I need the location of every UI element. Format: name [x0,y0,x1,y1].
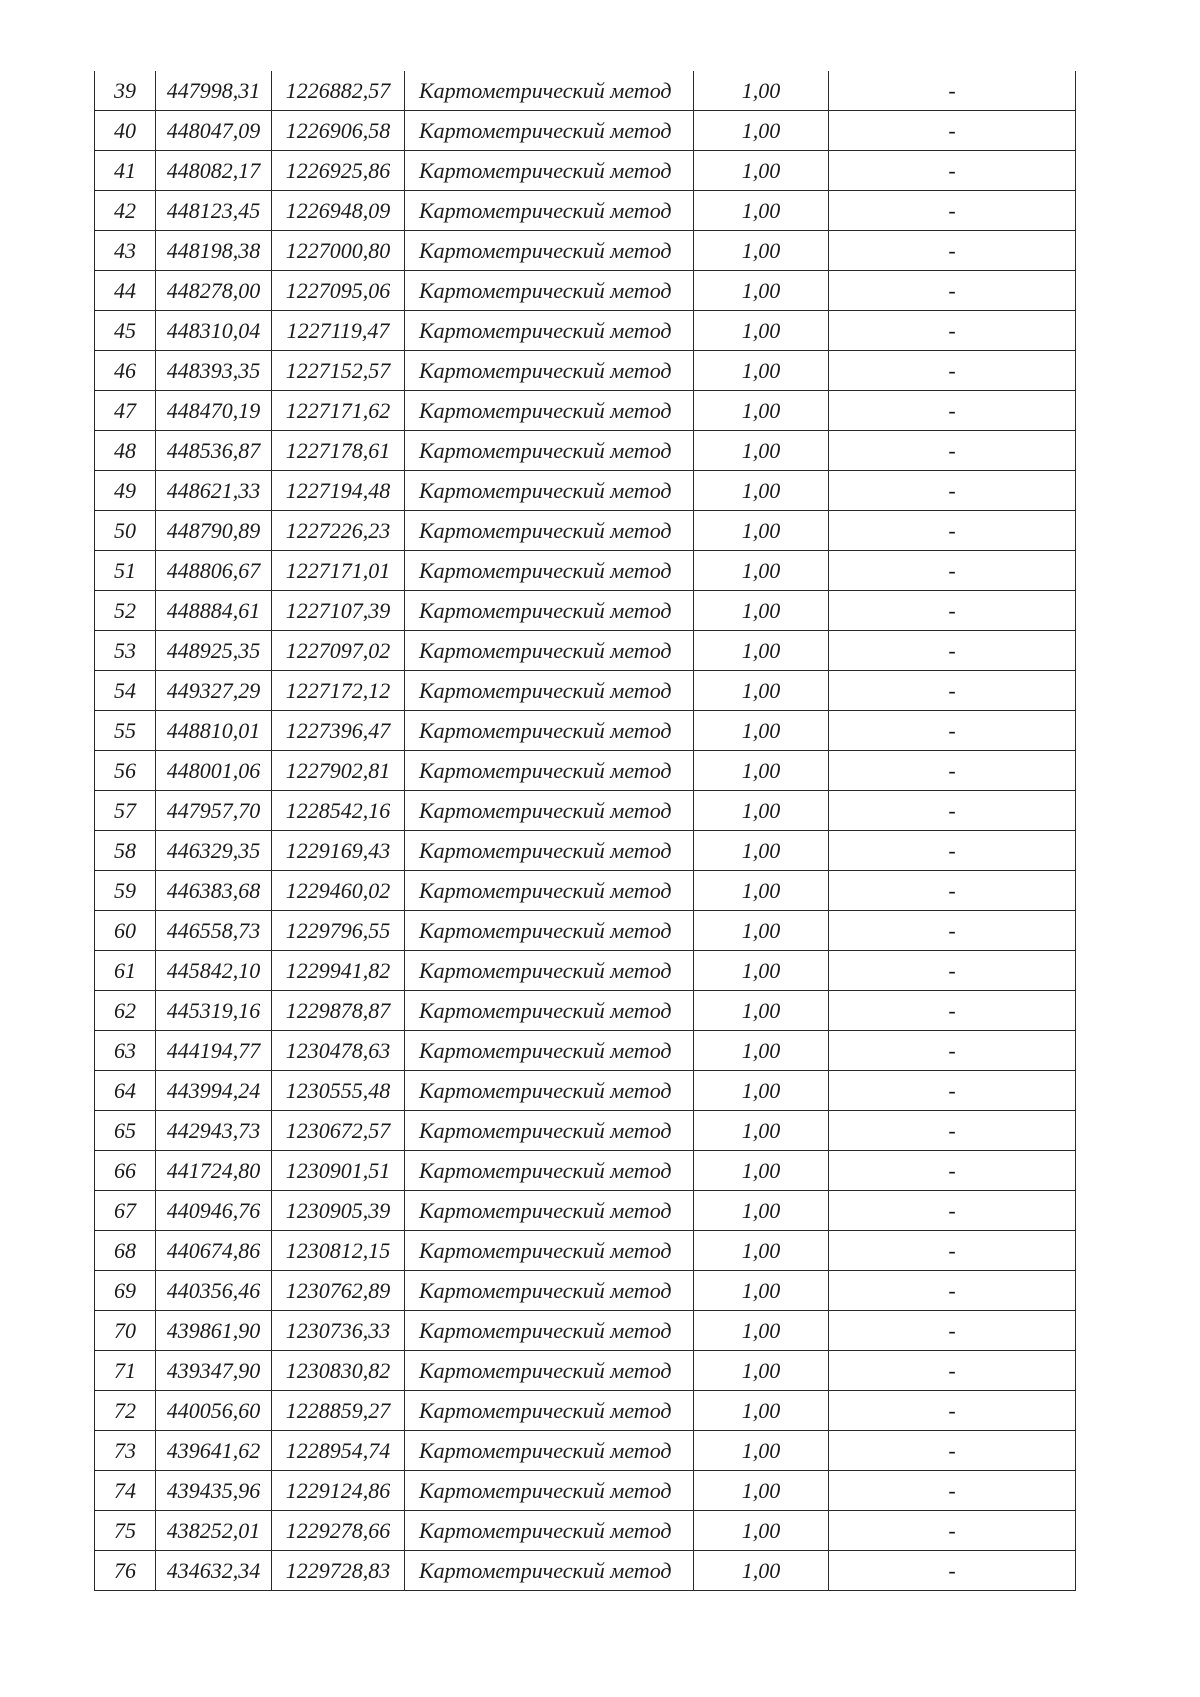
coordinate-y-cell: 1227000,80 [272,231,405,271]
coordinate-y-cell: 1227171,01 [272,551,405,591]
description-cell: - [829,351,1076,391]
point-number-cell: 51 [95,551,156,591]
coordinate-y-cell: 1227194,48 [272,471,405,511]
coordinate-x-cell: 439641,62 [156,1431,272,1471]
table-row [95,111,1076,151]
table-row [95,311,1076,351]
coordinate-x-cell: 441724,80 [156,1151,272,1191]
table-row [95,1191,1076,1231]
point-number-cell: 70 [95,1311,156,1351]
description-cell: - [829,391,1076,431]
coordinate-y-cell: 1229460,02 [272,871,405,911]
coordinate-y-cell: 1229941,82 [272,951,405,991]
method-cell: Картометрический метод [405,511,694,551]
coordinate-x-cell: 448393,35 [156,351,272,391]
table-row [95,711,1076,751]
method-cell: Картометрический метод [405,1031,694,1071]
method-cell: Картометрический метод [405,1351,694,1391]
method-cell: Картометрический метод [405,351,694,391]
coordinate-x-cell: 448810,01 [156,711,272,751]
description-cell: - [829,231,1076,271]
coordinate-x-cell: 444194,77 [156,1031,272,1071]
point-number-cell: 62 [95,991,156,1031]
table-row [95,991,1076,1031]
coordinate-y-cell: 1227107,39 [272,591,405,631]
coordinate-x-cell: 440056,60 [156,1391,272,1431]
accuracy-cell: 1,00 [694,1391,829,1431]
point-number-cell: 39 [95,71,156,111]
method-cell: Картометрический метод [405,1271,694,1311]
description-cell: - [829,1391,1076,1431]
point-number-cell: 68 [95,1231,156,1271]
coordinate-y-cell: 1230905,39 [272,1191,405,1231]
coordinate-y-cell: 1227171,62 [272,391,405,431]
coordinate-y-cell: 1227152,57 [272,351,405,391]
description-cell: - [829,831,1076,871]
coordinate-x-cell: 439435,96 [156,1471,272,1511]
coordinate-y-cell: 1230812,15 [272,1231,405,1271]
coordinate-y-cell: 1230736,33 [272,1311,405,1351]
method-cell: Картометрический метод [405,1431,694,1471]
table-row [95,631,1076,671]
point-number-cell: 63 [95,1031,156,1071]
accuracy-cell: 1,00 [694,1551,829,1591]
method-cell: Картометрический метод [405,751,694,791]
coordinates-table [94,71,1076,1591]
description-cell: - [829,671,1076,711]
point-number-cell: 47 [95,391,156,431]
accuracy-cell: 1,00 [694,1471,829,1511]
point-number-cell: 41 [95,151,156,191]
method-cell: Картометрический метод [405,1311,694,1351]
coordinate-y-cell: 1226906,58 [272,111,405,151]
coordinate-x-cell: 448884,61 [156,591,272,631]
accuracy-cell: 1,00 [694,631,829,671]
point-number-cell: 75 [95,1511,156,1551]
point-number-cell: 74 [95,1471,156,1511]
coordinate-x-cell: 446558,73 [156,911,272,951]
point-number-cell: 56 [95,751,156,791]
description-cell: - [829,151,1076,191]
accuracy-cell: 1,00 [694,351,829,391]
coordinate-y-cell: 1226948,09 [272,191,405,231]
coordinate-x-cell: 447998,31 [156,71,272,111]
table-row [95,271,1076,311]
accuracy-cell: 1,00 [694,831,829,871]
table-row [95,191,1076,231]
coordinate-y-cell: 1227095,06 [272,271,405,311]
coordinate-x-cell: 448001,06 [156,751,272,791]
accuracy-cell: 1,00 [694,1031,829,1071]
table-row [95,511,1076,551]
accuracy-cell: 1,00 [694,71,829,111]
coordinate-y-cell: 1229796,55 [272,911,405,951]
coordinate-y-cell: 1227902,81 [272,751,405,791]
coordinate-x-cell: 449327,29 [156,671,272,711]
table-row [95,1511,1076,1551]
description-cell: - [829,911,1076,951]
table-row [95,1231,1076,1271]
description-cell: - [829,791,1076,831]
coordinate-x-cell: 440946,76 [156,1191,272,1231]
point-number-cell: 64 [95,1071,156,1111]
description-cell: - [829,551,1076,591]
table-row [95,1311,1076,1351]
point-number-cell: 54 [95,671,156,711]
table-row [95,671,1076,711]
coordinate-x-cell: 448925,35 [156,631,272,671]
description-cell: - [829,751,1076,791]
point-number-cell: 60 [95,911,156,951]
coordinate-y-cell: 1230555,48 [272,1071,405,1111]
method-cell: Картометрический метод [405,871,694,911]
method-cell: Картометрический метод [405,1231,694,1271]
description-cell: - [829,1471,1076,1511]
description-cell: - [829,1151,1076,1191]
accuracy-cell: 1,00 [694,1311,829,1351]
coordinate-y-cell: 1227172,12 [272,671,405,711]
description-cell: - [829,191,1076,231]
coordinate-y-cell: 1227178,61 [272,431,405,471]
coordinate-y-cell: 1227226,23 [272,511,405,551]
method-cell: Картометрический метод [405,191,694,231]
table-row [95,231,1076,271]
table-row [95,871,1076,911]
accuracy-cell: 1,00 [694,991,829,1031]
coordinate-x-cell: 445319,16 [156,991,272,1031]
point-number-cell: 42 [95,191,156,231]
point-number-cell: 44 [95,271,156,311]
accuracy-cell: 1,00 [694,471,829,511]
description-cell: - [829,1191,1076,1231]
coordinate-y-cell: 1226882,57 [272,71,405,111]
accuracy-cell: 1,00 [694,311,829,351]
accuracy-cell: 1,00 [694,391,829,431]
description-cell: - [829,71,1076,111]
accuracy-cell: 1,00 [694,1231,829,1271]
table-row [95,551,1076,591]
coordinate-x-cell: 448198,38 [156,231,272,271]
coordinate-y-cell: 1229878,87 [272,991,405,1031]
method-cell: Картометрический метод [405,391,694,431]
coordinate-x-cell: 434632,34 [156,1551,272,1591]
accuracy-cell: 1,00 [694,271,829,311]
description-cell: - [829,1231,1076,1271]
description-cell: - [829,1071,1076,1111]
accuracy-cell: 1,00 [694,791,829,831]
point-number-cell: 71 [95,1351,156,1391]
accuracy-cell: 1,00 [694,191,829,231]
coordinate-x-cell: 448310,04 [156,311,272,351]
method-cell: Картометрический метод [405,991,694,1031]
table-row [95,1071,1076,1111]
method-cell: Картометрический метод [405,951,694,991]
point-number-cell: 66 [95,1151,156,1191]
description-cell: - [829,1031,1076,1071]
method-cell: Картометрический метод [405,1471,694,1511]
coordinate-x-cell: 446329,35 [156,831,272,871]
description-cell: - [829,991,1076,1031]
coordinate-x-cell: 448621,33 [156,471,272,511]
accuracy-cell: 1,00 [694,591,829,631]
coordinate-y-cell: 1230762,89 [272,1271,405,1311]
coordinate-x-cell: 448790,89 [156,511,272,551]
table-row [95,431,1076,471]
point-number-cell: 45 [95,311,156,351]
description-cell: - [829,631,1076,671]
coordinate-x-cell: 448047,09 [156,111,272,151]
table-row [95,1031,1076,1071]
coordinate-x-cell: 448470,19 [156,391,272,431]
description-cell: - [829,1431,1076,1471]
method-cell: Картометрический метод [405,311,694,351]
method-cell: Картометрический метод [405,711,694,751]
coordinate-y-cell: 1226925,86 [272,151,405,191]
description-cell: - [829,1311,1076,1351]
coordinate-x-cell: 439861,90 [156,1311,272,1351]
point-number-cell: 72 [95,1391,156,1431]
description-cell: - [829,951,1076,991]
coordinate-y-cell: 1228859,27 [272,1391,405,1431]
accuracy-cell: 1,00 [694,1151,829,1191]
description-cell: - [829,431,1076,471]
coordinate-y-cell: 1230901,51 [272,1151,405,1191]
point-number-cell: 67 [95,1191,156,1231]
method-cell: Картометрический метод [405,71,694,111]
accuracy-cell: 1,00 [694,951,829,991]
point-number-cell: 43 [95,231,156,271]
coordinate-x-cell: 448536,87 [156,431,272,471]
coordinate-x-cell: 443994,24 [156,1071,272,1111]
coordinate-y-cell: 1230478,63 [272,1031,405,1071]
accuracy-cell: 1,00 [694,231,829,271]
method-cell: Картометрический метод [405,1111,694,1151]
coordinate-x-cell: 439347,90 [156,1351,272,1391]
accuracy-cell: 1,00 [694,1191,829,1231]
method-cell: Картометрический метод [405,671,694,711]
table-row [95,1351,1076,1391]
table-row [95,71,1076,111]
point-number-cell: 76 [95,1551,156,1591]
coordinate-y-cell: 1229278,66 [272,1511,405,1551]
point-number-cell: 58 [95,831,156,871]
coordinate-y-cell: 1227097,02 [272,631,405,671]
accuracy-cell: 1,00 [694,1351,829,1391]
accuracy-cell: 1,00 [694,671,829,711]
accuracy-cell: 1,00 [694,711,829,751]
coordinate-x-cell: 442943,73 [156,1111,272,1151]
accuracy-cell: 1,00 [694,151,829,191]
description-cell: - [829,1271,1076,1311]
method-cell: Картометрический метод [405,1391,694,1431]
coordinate-y-cell: 1230830,82 [272,1351,405,1391]
table-row [95,751,1076,791]
coordinate-x-cell: 447957,70 [156,791,272,831]
coordinate-x-cell: 445842,10 [156,951,272,991]
description-cell: - [829,1551,1076,1591]
accuracy-cell: 1,00 [694,751,829,791]
accuracy-cell: 1,00 [694,431,829,471]
accuracy-cell: 1,00 [694,1111,829,1151]
table-row [95,951,1076,991]
accuracy-cell: 1,00 [694,911,829,951]
table-row [95,911,1076,951]
method-cell: Картометрический метод [405,151,694,191]
accuracy-cell: 1,00 [694,1431,829,1471]
point-number-cell: 50 [95,511,156,551]
description-cell: - [829,1351,1076,1391]
point-number-cell: 46 [95,351,156,391]
coordinate-y-cell: 1228954,74 [272,1431,405,1471]
description-cell: - [829,111,1076,151]
point-number-cell: 57 [95,791,156,831]
table-row [95,391,1076,431]
point-number-cell: 48 [95,431,156,471]
coordinate-y-cell: 1229124,86 [272,1471,405,1511]
table-row [95,831,1076,871]
point-number-cell: 69 [95,1271,156,1311]
coordinate-x-cell: 448806,67 [156,551,272,591]
description-cell: - [829,871,1076,911]
method-cell: Картометрический метод [405,551,694,591]
point-number-cell: 61 [95,951,156,991]
accuracy-cell: 1,00 [694,1271,829,1311]
description-cell: - [829,1111,1076,1151]
description-cell: - [829,271,1076,311]
point-number-cell: 73 [95,1431,156,1471]
method-cell: Картометрический метод [405,631,694,671]
method-cell: Картометрический метод [405,911,694,951]
coordinates-table-body [95,71,1076,1591]
table-row [95,1551,1076,1591]
method-cell: Картометрический метод [405,1071,694,1111]
description-cell: - [829,711,1076,751]
table-row [95,591,1076,631]
description-cell: - [829,511,1076,551]
method-cell: Картометрический метод [405,271,694,311]
table-row [95,151,1076,191]
method-cell: Картометрический метод [405,591,694,631]
accuracy-cell: 1,00 [694,1071,829,1111]
table-row [95,1271,1076,1311]
method-cell: Картометрический метод [405,471,694,511]
point-number-cell: 59 [95,871,156,911]
point-number-cell: 52 [95,591,156,631]
method-cell: Картометрический метод [405,231,694,271]
description-cell: - [829,311,1076,351]
method-cell: Картометрический метод [405,111,694,151]
coordinate-y-cell: 1228542,16 [272,791,405,831]
table-row [95,791,1076,831]
point-number-cell: 40 [95,111,156,151]
coordinate-x-cell: 448082,17 [156,151,272,191]
table-row [95,1111,1076,1151]
point-number-cell: 53 [95,631,156,671]
method-cell: Картометрический метод [405,1551,694,1591]
method-cell: Картометрический метод [405,1151,694,1191]
coordinate-x-cell: 446383,68 [156,871,272,911]
method-cell: Картометрический метод [405,791,694,831]
coordinate-y-cell: 1229169,43 [272,831,405,871]
point-number-cell: 65 [95,1111,156,1151]
description-cell: - [829,471,1076,511]
description-cell: - [829,1511,1076,1551]
point-number-cell: 55 [95,711,156,751]
description-cell: - [829,591,1076,631]
point-number-cell: 49 [95,471,156,511]
method-cell: Картометрический метод [405,1191,694,1231]
coordinate-y-cell: 1230672,57 [272,1111,405,1151]
accuracy-cell: 1,00 [694,1511,829,1551]
coordinate-x-cell: 440356,46 [156,1271,272,1311]
table-row [95,1431,1076,1471]
coordinate-x-cell: 438252,01 [156,1511,272,1551]
coordinate-y-cell: 1227119,47 [272,311,405,351]
coordinate-x-cell: 440674,86 [156,1231,272,1271]
coordinate-x-cell: 448278,00 [156,271,272,311]
accuracy-cell: 1,00 [694,551,829,591]
accuracy-cell: 1,00 [694,871,829,911]
accuracy-cell: 1,00 [694,511,829,551]
table-row [95,1391,1076,1431]
coordinate-y-cell: 1227396,47 [272,711,405,751]
table-row [95,351,1076,391]
method-cell: Картометрический метод [405,431,694,471]
table-row [95,1151,1076,1191]
coordinate-x-cell: 448123,45 [156,191,272,231]
method-cell: Картометрический метод [405,831,694,871]
table-row [95,1471,1076,1511]
accuracy-cell: 1,00 [694,111,829,151]
coordinate-y-cell: 1229728,83 [272,1551,405,1591]
table-row [95,471,1076,511]
method-cell: Картометрический метод [405,1511,694,1551]
